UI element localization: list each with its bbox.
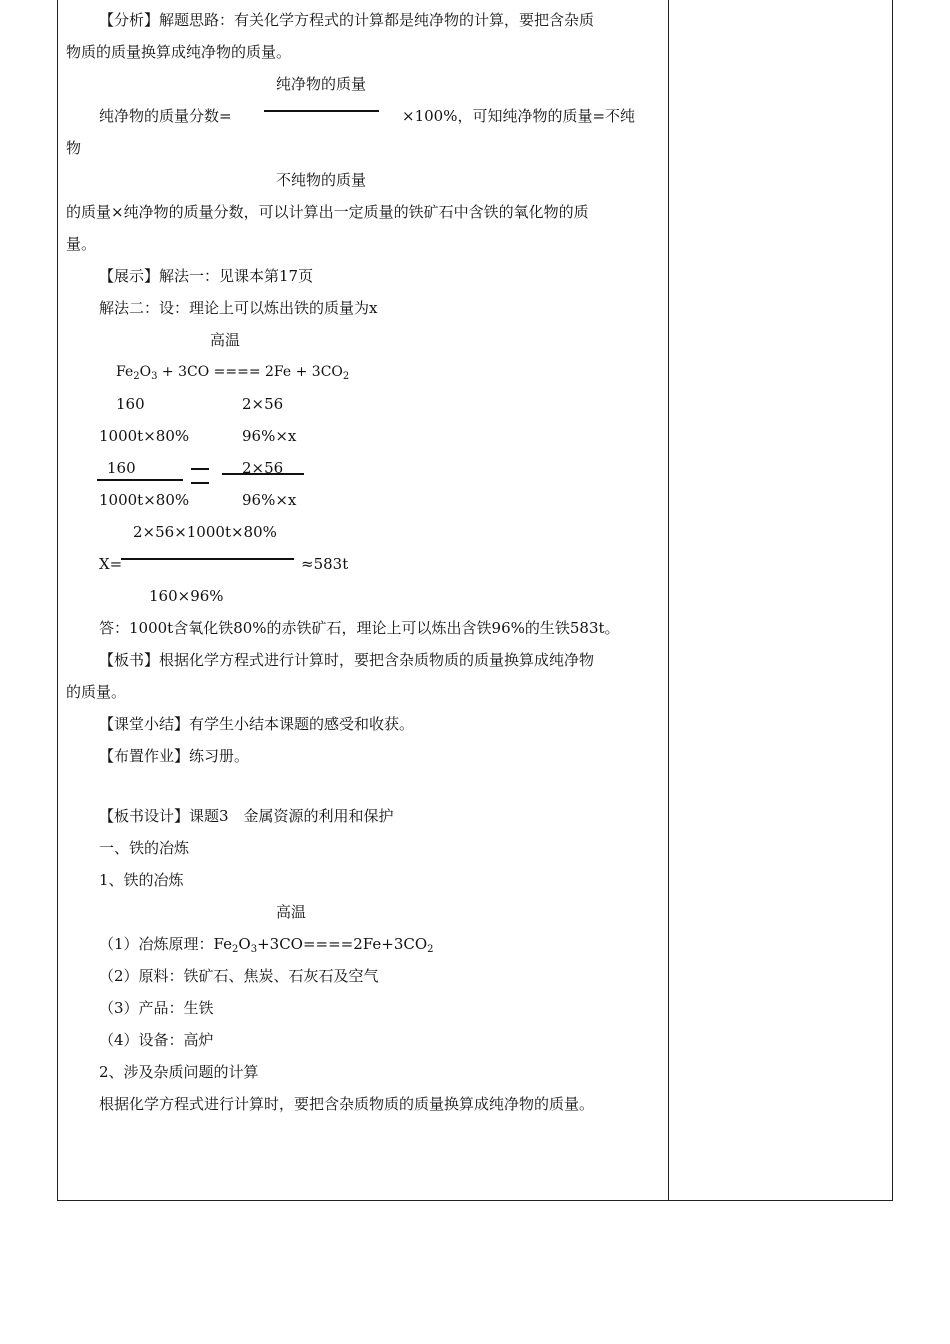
ratio-row-2-left: 1000t×80% [99,427,190,445]
design-condition: 高温 [276,903,307,921]
proportion-bar-right [222,473,304,475]
class-summary: 【课堂小结】有学生小结本课题的感受和收获。 [99,715,415,733]
board-line-1: 【板书】根据化学方程式进行计算时，要把含杂质物质的质量换算成纯净物 [99,651,595,669]
show-line-1: 【展示】解法一：见课本第17页 [99,267,314,285]
x-fraction-bar [121,558,294,560]
answer-line: 答：1000t含氧化铁80%的赤铁矿石，理论上可以炼出含铁96%的生铁583t。 [99,619,620,637]
proportion-bar-left [97,479,183,481]
design-point-2: （2）原料：铁矿石、焦炭、石灰石及空气 [99,967,379,985]
chemical-equation: $Fe_2O_3 + 3CO$ ==== $2Fe + 3CO_2$ [116,364,350,382]
design-heading-3: 2、涉及杂质问题的计算 [99,1063,259,1081]
design-point-4: （4）设备：高炉 [99,1031,214,1049]
design-heading-1: 一、铁的冶炼 [99,839,190,857]
analysis-line-4: 量。 [66,235,97,253]
fraction-bar [264,110,379,112]
proportion-num-right: 2×56 [242,459,284,477]
proportion-num-left: 160 [107,459,136,477]
equals-bar-bottom [191,482,209,484]
x-numerator: 2×56×1000t×80% [133,523,277,541]
analysis-line-1: 【分析】解题思路：有关化学方程式的计算都是纯净物的计算，要把含杂质 [99,11,595,29]
proportion-den-right: 96%×x [242,491,297,509]
x-denominator: 160×96% [149,587,224,605]
x-result: ≈583t [301,555,349,573]
analysis-line-2: 物质的质量换算成纯净物的质量。 [66,43,292,61]
reaction-condition: 高温 [210,331,241,349]
fraction-denominator: 不纯物的质量 [276,171,367,189]
x-label: X= [99,555,123,573]
proportion-den-left: 1000t×80% [99,491,190,509]
analysis-wrap: 物 [66,139,82,157]
ratio-row-1-left: 160 [116,395,145,413]
homework: 【布置作业】练习册。 [99,747,250,765]
fraction-label: 纯净物的质量分数= [99,107,232,125]
board-line-2: 的质量。 [66,683,127,701]
ratio-row-1-right: 2×56 [242,395,284,413]
table-column-divider [668,0,669,1201]
analysis-line-3: 的质量×纯净物的质量分数，可以计算出一定质量的铁矿石中含铁的氧化物的质 [66,203,589,221]
design-point-1: （1）冶炼原理：$Fe_2O_3+3CO====2Fe+3CO_2$ [99,935,434,955]
fraction-numerator: 纯净物的质量 [276,75,367,93]
design-point-3: （3）产品：生铁 [99,999,214,1017]
fraction-suffix: ×100%，可知纯净物的质量=不纯 [402,107,636,125]
design-final: 根据化学方程式进行计算时，要把含杂质物质的质量换算成纯净物的质量。 [99,1095,595,1113]
design-heading-2: 1、铁的冶炼 [99,871,184,889]
show-line-2: 解法二：设：理论上可以炼出铁的质量为x [99,299,378,317]
design-title: 【板书设计】课题3 金属资源的利用和保护 [99,807,394,825]
ratio-row-2-right: 96%×x [242,427,297,445]
equals-bar-top [191,468,209,470]
